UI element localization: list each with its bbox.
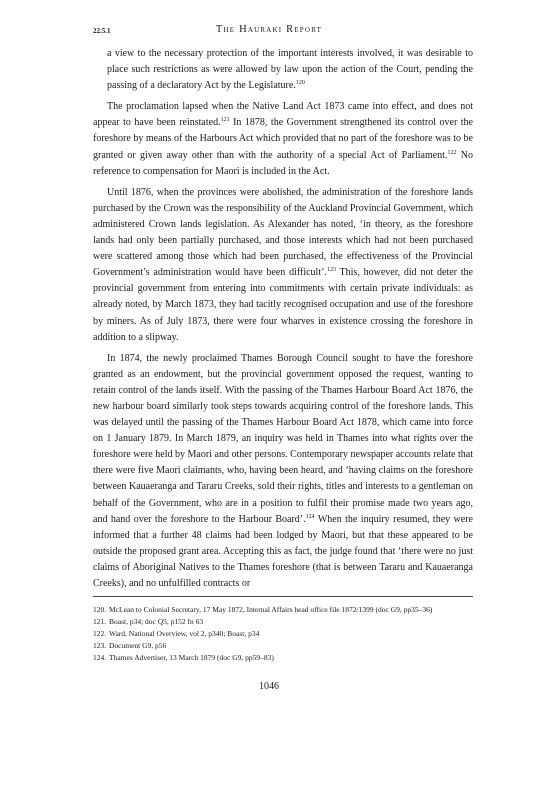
body-text [93,46,473,597]
paragraph-text: In 1878, the Government strengthened its control over the foreshore by means of the Harbours Act which provided that no part of the foreshore was to be granted or given away other than with the authority of a special Act of Parliament. [93,117,473,161]
paragraph [93,99,473,179]
footnote-ref[interactable]: 121 [220,117,230,124]
footnote [93,616,473,628]
footnote-number: 122. [93,629,107,638]
footnote [93,604,473,616]
paragraph [93,351,473,592]
paragraph [93,185,473,346]
footnote-text: Boast, p34; doc Q5, p152 fn 63 [109,617,204,626]
footnote-text: Document G9, p56 [109,641,167,650]
paragraph-text: Until 1876, when the provinces were abolished, the administration of the foreshore lands purchased by the Crown was the responsibility of the Auckland Provincial Government, which administered Crown lands legislation. As Alexander has noted, ‘in theory, as the foreshore lands had only been partially purchased, and those interests which had not been purchased were scattered among those which had been purchased, the effectiveness of the Provincial Government’s administration would have been difficult’. [93,186,473,279]
paragraph [93,46,473,94]
paragraph-text: a view to the necessary protection of the important interests involved, it was desirable to place such restrictions as were allowed by law upon the action of the Court, pending the passing of a declaratory Act by the Legislature. [107,48,473,92]
footnote-number: 124. [93,653,107,662]
footnote-number: 123. [93,641,107,650]
footnote-ref[interactable]: 122 [447,149,457,156]
paragraph-text: No reference to compensation for Maori is included in the Act. [93,149,473,177]
paragraph-text: In 1874, the newly proclaimed Thames Borough Council sought to have the foreshore granted as an endowment, but the provincial government opposed the request, wanting to retain control of the lands itself. With the passing of the Thames Harbour Board Act 1876, the new harbour board similarly took steps towards acquiring control of the foreshore lands. This was delayed until the passing of the Thames Harbour Board Act 1878, which came into force on 1 January 1879. In March 1879, an inquiry was held in Thames into what rights over the foreshore were held by Maori and other persons. Contemporary newspaper accounts relate that there were five Maori claimants, who, having been heard, and ‘having claims on the foreshore between Kauaeranga and Tararu Creeks, sold their rights, titles and interests to a gentleman on behalf of the Government, who are in a position to fulfil their promise made two years ago, and hand over the foreshore to the Harbour Board’. [93,352,473,525]
footnote-text: McLean to Colonial Secretary, 17 May 1872, Internal Affairs head office file 1872/1399 (doc G9, pp35–36) [109,605,433,614]
paragraph-text: This, however, did not deter the provincial government from entering into commitments with certain private individuals: as already noted, by March 1873, they had tacitly recognised occupation and use of the foreshore by miners. As of July 1873, there were four wharves in existence crossing the foreshore in addition to a slipway. [93,267,473,343]
footnote-divider [93,596,473,597]
footnote-number: 121. [93,617,107,626]
running-header: The Hauraki Report [215,24,323,35]
footnote [93,652,473,664]
section-number: 22.5.1 [93,27,111,35]
footnotes [93,604,473,664]
footnote-ref[interactable]: 123 [326,267,336,274]
footnote-number: 120. [93,605,107,614]
paragraph-text: When the inquiry resumed, they were informed that a further 48 claims had been lodged by Maori, but that these appeared to be outside the proposed grant area. Accepting this as fact, the judge found that ‘there were no just claims of Aboriginal Natives to the Thames foreshore (that is between Tararu and Kauaeranga Creeks), and no unfulfilled contracts or [93,513,473,589]
footnote [93,628,473,640]
footnote-text: Thames Advertiser, 13 March 1879 (doc G9, pp59–83) [109,653,274,662]
footnote-text: Ward, National Overview, vol 2, p340; Boast, p34 [109,629,260,638]
paragraph-text: The proclamation lapsed when the Native Land Act 1873 came into effect, and does not appear to have been reinstated. [93,101,473,129]
footnote-ref[interactable]: 120 [295,80,305,87]
page-number: 1046 [259,681,279,692]
footnote [93,640,473,652]
footnote-ref[interactable]: 124 [305,513,315,520]
